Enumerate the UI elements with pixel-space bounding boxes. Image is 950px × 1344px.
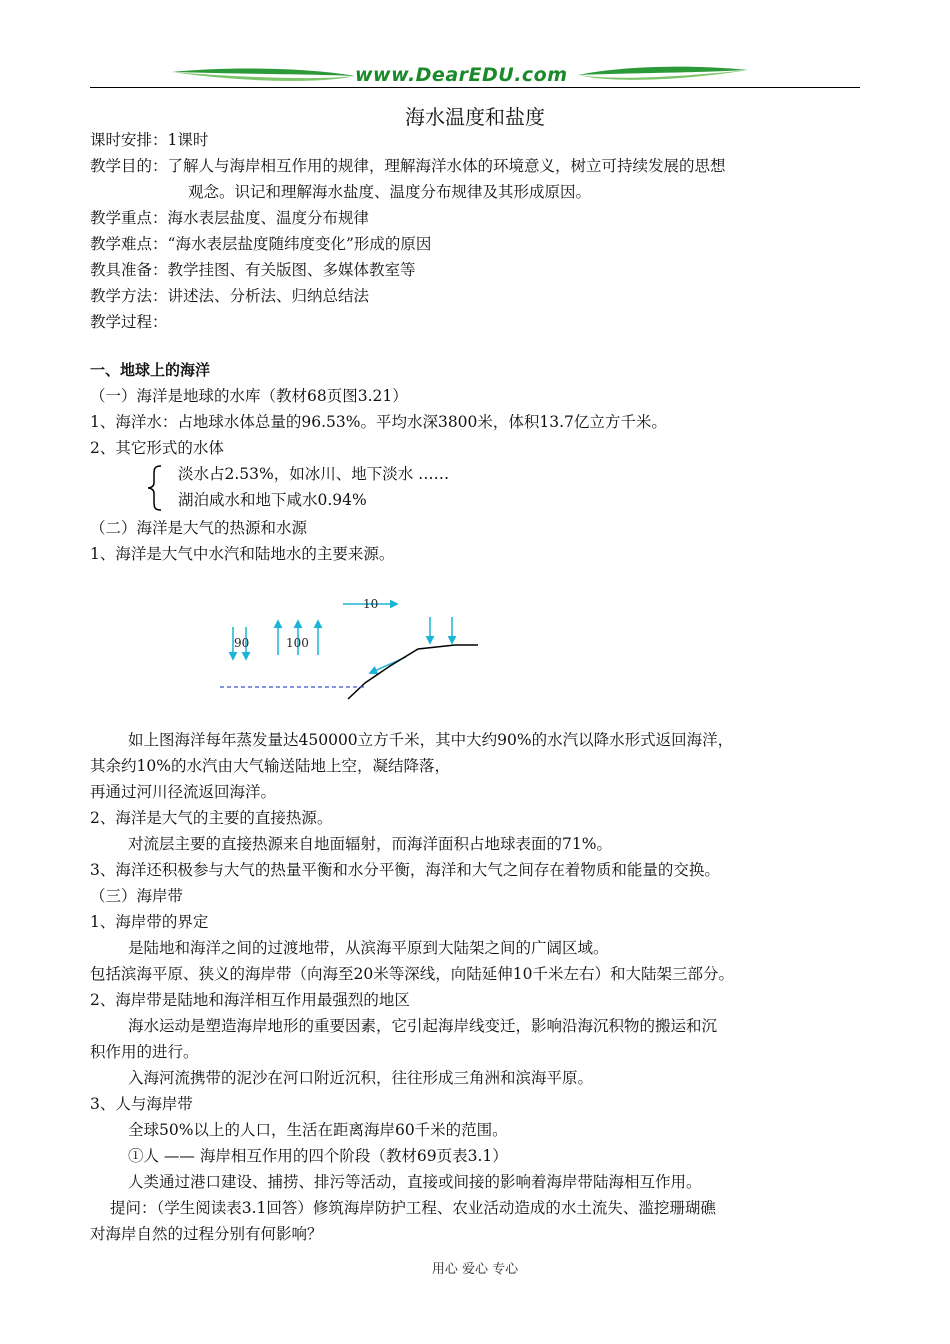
paragraph: 包括滨海平原、狭义的海岸带（向海至20米等深线，向陆延伸10千米左右）和大陆架三部分。	[90, 965, 734, 983]
meta-row-process: 教学过程：	[90, 313, 168, 331]
list-item: 淡水占2.53%，如冰川、地下淡水 ……	[178, 465, 450, 483]
page-title: 海水温度和盐度	[405, 105, 545, 129]
paragraph: 全球50%以上的人口，生活在距离海岸60千米的范围。	[128, 1121, 508, 1139]
diagram-label-precip: 90	[234, 636, 250, 650]
curly-brace-icon	[146, 465, 164, 511]
meta-row-schedule: 课时安排：1课时	[90, 131, 209, 149]
water-cycle-svg	[90, 567, 865, 727]
paragraph: 海水运动是塑造海岸地形的重要因素，它引起海岸线变迁，影响沿海沉积物的搬运和沉	[128, 1017, 718, 1035]
document-body	[90, 127, 865, 1247]
subsection-3: （三）海岸带	[90, 887, 184, 905]
paragraph: 如上图海洋每年蒸发量达450000立方千米，其中大约90%的水汽以降水形式返回海洋，	[128, 731, 734, 749]
header-divider	[90, 87, 860, 88]
meta-row-key-point: 教学重点：海水表层盐度、温度分布规律	[90, 209, 370, 227]
diagram-label-evap: 100	[286, 636, 309, 650]
paragraph: 人类通过港口建设、捕捞、排污等活动，直接或间接的影响着海岸带陆海相互作用。	[128, 1173, 702, 1191]
meta-row-method: 教学方法：讲述法、分析法、归纳总结法	[90, 287, 370, 305]
paragraph: 2、海洋是大气的主要的直接热源。	[90, 809, 333, 827]
page-footer: 用心 爱心 专心	[431, 1262, 519, 1277]
water-forms-brace-list	[90, 461, 865, 515]
paragraph: 是陆地和海洋之间的过渡地带，从滨海平原到大陆架之间的广阔区域。	[128, 939, 609, 957]
coastline	[348, 645, 478, 699]
paragraph: 入海河流携带的泥沙在河口附近沉积，往往形成三角洲和滨海平原。	[128, 1069, 594, 1087]
paragraph: 1、海洋是大气中水汽和陆地水的主要来源。	[90, 545, 395, 563]
subsection-1: （一）海洋是地球的水库（教材68页图3.21）	[90, 387, 408, 405]
meta-row-difficulty: 教学难点：“海水表层盐度随纬度变化”形成的原因	[90, 235, 432, 253]
paragraph: 积作用的进行。	[90, 1043, 199, 1061]
paragraph: 对海岸自然的过程分别有何影响？	[90, 1225, 323, 1243]
section-heading: 一、地球上的海洋	[90, 361, 211, 379]
meta-row-tools: 教具准备：教学挂图、有关版图、多媒体教室等	[90, 261, 416, 279]
subsection-2: （二）海洋是大气的热源和水源	[90, 519, 308, 537]
paragraph: 3、人与海岸带	[90, 1095, 193, 1113]
paragraph: 3、海洋还积极参与大气的热量平衡和水分平衡，海洋和大气之间存在着物质和能量的交换。	[90, 861, 720, 879]
paragraph: 1、海岸带的界定	[90, 913, 209, 931]
meta-row-objective: 教学目的：了解人与海岸相互作用的规律，理解海洋水体的环境意义，树立可持续发展的思想	[90, 157, 726, 175]
paragraph: 提问：（学生阅读表3.1回答）修筑海岸防护工程、农业活动造成的水土流失、滥挖珊瑚礁	[110, 1199, 716, 1217]
water-cycle-diagram	[90, 567, 865, 727]
paragraph: 其余约10%的水汽由大气输送陆地上空，凝结降落，	[90, 757, 450, 775]
paragraph: 1、海洋水：占地球水体总量的96.53%。平均水深3800米，体积13.7亿立方千米。	[90, 413, 667, 431]
meta-row-objective-cont: 观念。识记和理解海水盐度、温度分布规律及其形成原因。	[188, 183, 592, 201]
paragraph: ①人 —— 海岸相互作用的四个阶段（教材69页表3.1）	[128, 1147, 508, 1165]
paragraph: 对流层主要的直接热源来自地面辐射，而海洋面积占地球表面的71%。	[128, 835, 612, 853]
land-precipitation-arrows	[430, 617, 452, 643]
paragraph: 2、海岸带是陆地和海洋相互作用最强烈的地区	[90, 991, 410, 1009]
site-logo-text[interactable]: www.DearEDU.com	[355, 64, 568, 86]
paragraph: 2、其它形式的水体	[90, 439, 224, 457]
list-item: 湖泊咸水和地下咸水0.94%	[178, 491, 367, 509]
diagram-label-transport: 10	[363, 597, 379, 611]
paragraph: 再通过河川径流返回海洋。	[90, 783, 277, 801]
